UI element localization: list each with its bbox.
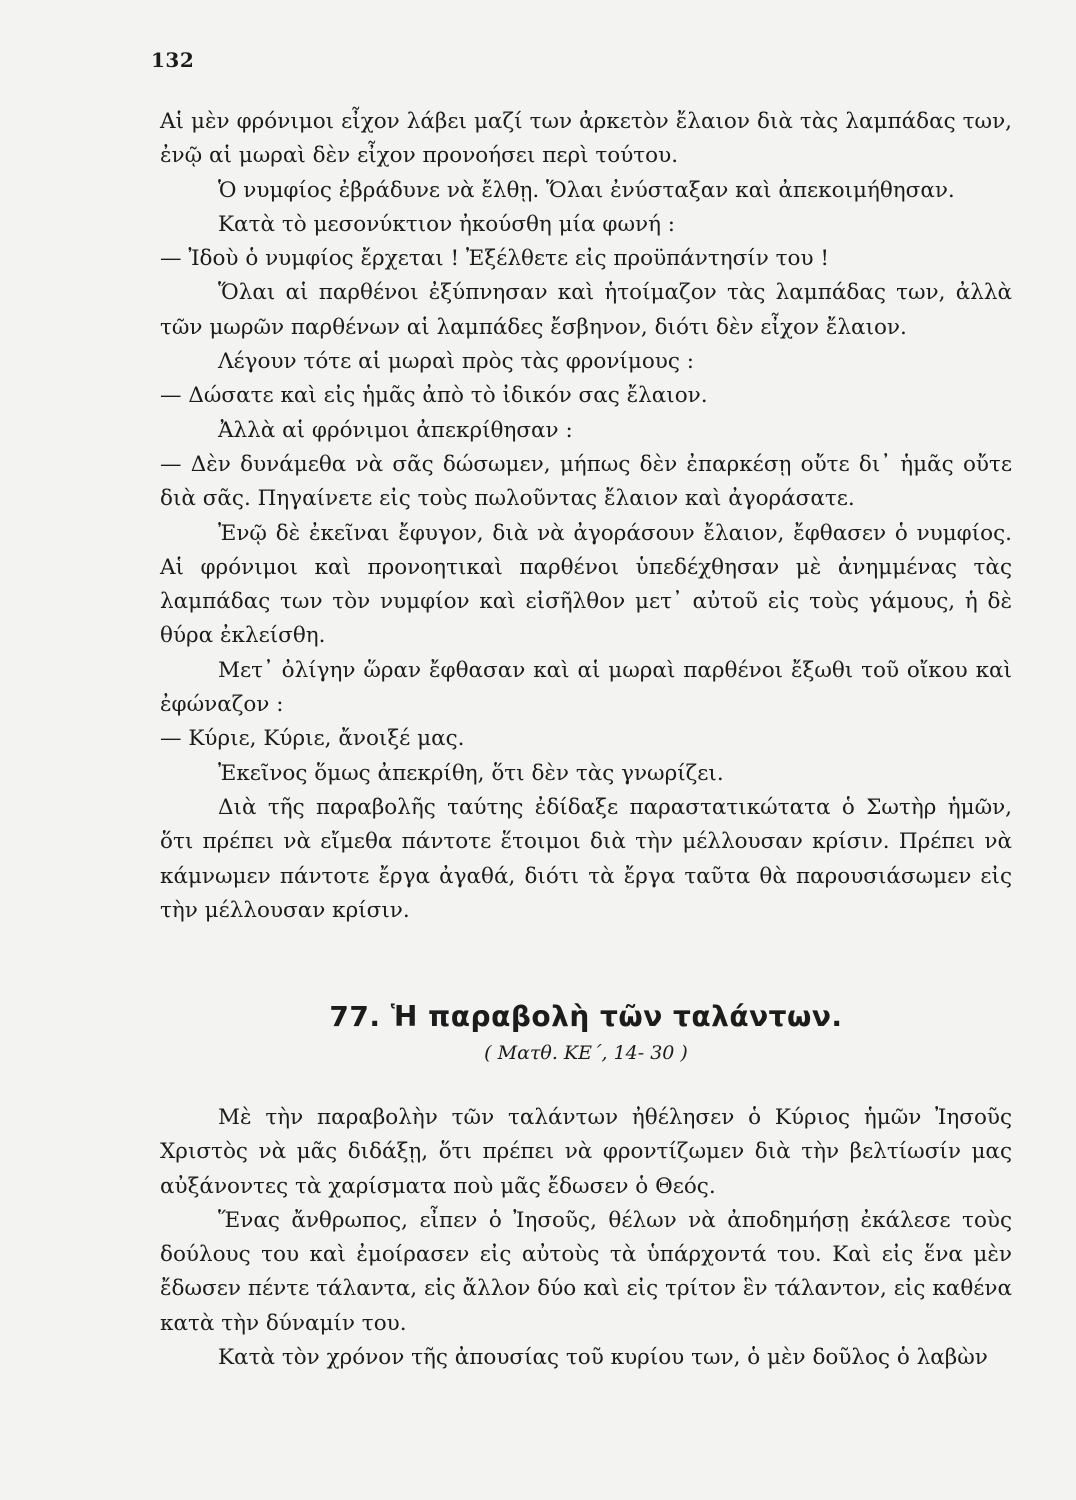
paragraph: Ἕνας ἄνθρωπος, εἶπεν ὁ Ἰησοῦς, θέλων νὰ ἀποδημήσῃ ἐκάλεσε τοὺς δούλους του καὶ ἐμοίρασεν εἰς αὐτοὺς τὰ ὑπάρχοντά του. Καὶ εἰς ἕνα μὲν ἔδωσεν πέντε τάλαντα, εἰς ἄλλον δύο καὶ εἰς τρίτον ἓν τάλαντον, εἰς καθένα κατὰ τὴν δύναμίν του. [160, 1207, 1012, 1336]
paragraph: Κατὰ τὸ μεσονύκτιον ἠκούσθη μία φωνή : [218, 211, 676, 237]
paragraph: Ἐκεῖνος ὅμως ἀπεκρίθη, ὅτι δὲν τὰς γνωρίζει. [218, 760, 724, 786]
paragraph: Ἀλλὰ αἱ φρόνιμοι ἀπεκρίθησαν : [218, 417, 573, 443]
paragraph: Ὅλαι αἱ παρθένοι ἐξύπνησαν καὶ ἡτοίμαζον τὰς λαμπάδας των, ἀλλὰ τῶν μωρῶν παρθένων αἱ λαμπάδες ἔσβηνον, διότι δὲν εἶχον ἔλαιον. [160, 280, 1012, 340]
paragraph: Μετ᾽ ὀλίγην ὥραν ἔφθασαν καὶ αἱ μωραὶ παρθένοι ἔξωθι τοῦ οἴκου καὶ ἐφώναζον : [160, 657, 1012, 718]
text-block-bottom [160, 1101, 1012, 1375]
page-number: 132 [151, 48, 195, 72]
paragraph: — Ἰδοὺ ὁ νυμφίος ἔρχεται ! Ἐξέλθετε εἰς προϋπάντησίν του ! [160, 246, 830, 272]
section-heading: 77. Ἡ παραβολὴ τῶν ταλάντων. [329, 1000, 843, 1033]
paragraph: Αἱ μὲν φρόνιμοι εἶχον λάβει μαζί των ἀρκετὸν ἔλαιον διὰ τὰς λαμπάδας των, ἐνῷ αἱ μωραὶ δὲν εἶχον προνοήσει περὶ τούτου. [160, 109, 1012, 169]
paragraph: Μὲ τὴν παραβολὴν τῶν ταλάντων ἠθέλησεν ὁ Κύριος ἡμῶν Ἰησοῦς Χριστὸς νὰ μᾶς διδάξῃ, ὅτι πρέπει νὰ φροντίζωμεν διὰ τὴν βελτίωσίν μας αὐξάνοντες τὰ χαρίσματα ποὺ μᾶς ἔδωσεν ὁ Θεός. [160, 1105, 1012, 1199]
paragraph: Ὁ νυμφίος ἐβράδυνε νὰ ἔλθῃ. Ὅλαι ἐνύσταξαν καὶ ἀπεκοιμήθησαν. [218, 177, 955, 203]
paragraph: — Κύριε, Κύριε, ἄνοιξέ μας. [160, 726, 465, 752]
paragraph: Διὰ τῆς παραβολῆς ταύτης ἐδίδαξε παραστατικώτατα ὁ Σωτὴρ ἡμῶν, ὅτι πρέπει νὰ εἴμεθα πάντοτε ἕτοιμοι διὰ τὴν μέλλουσαν κρίσιν. Πρέπει νὰ κάμνωμεν πάντοτε ἔργα ἀγαθά, διότι τὰ ἔργα ταῦτα θὰ παρουσιάσωμεν εἰς τὴν μέλλουσαν κρίσιν. [160, 794, 1012, 923]
paragraph: Λέγουν τότε αἱ μωραὶ πρὸς τὰς φρονίμους : [218, 349, 694, 375]
paragraph: Κατὰ τὸν χρόνον τῆς ἀπουσίας τοῦ κυρίου των, ὁ μὲν δοῦλος ὁ λαβὼν [218, 1345, 988, 1371]
text-block-top [160, 105, 1012, 928]
paragraph: Ἐνῷ δὲ ἐκεῖναι ἔφυγον, διὰ νὰ ἀγοράσουν ἔλαιον, ἔφθασεν ὁ νυμφίος. Αἱ φρόνιμοι καὶ προνοητικαὶ παρθένοι ὑπεδέχθησαν μὲ ἀνημμένας τὰς λαμπάδας των τὸν νυμφίον καὶ εἰσῆλθον μετ᾽ αὐτοῦ εἰς τοὺς γάμους, ἡ δὲ θύρα ἐκλείσθη. [160, 520, 1012, 649]
paragraph: — Δώσατε καὶ εἰς ἡμᾶς ἀπὸ τὸ ἰδικόν σας ἔλαιον. [160, 383, 708, 409]
paragraph: — Δὲν δυνάμεθα νὰ σᾶς δώσωμεν, μήπως δὲν ἐπαρκέσῃ οὔτε δι᾽ ἡμᾶς οὔτε διὰ σᾶς. Πηγαίνετε εἰς τοὺς πωλοῦντας ἔλαιον καὶ ἀγοράσατε. [160, 451, 1012, 512]
section-reference: ( Ματθ. ΚΕ΄, 14- 30 ) [484, 1042, 688, 1064]
